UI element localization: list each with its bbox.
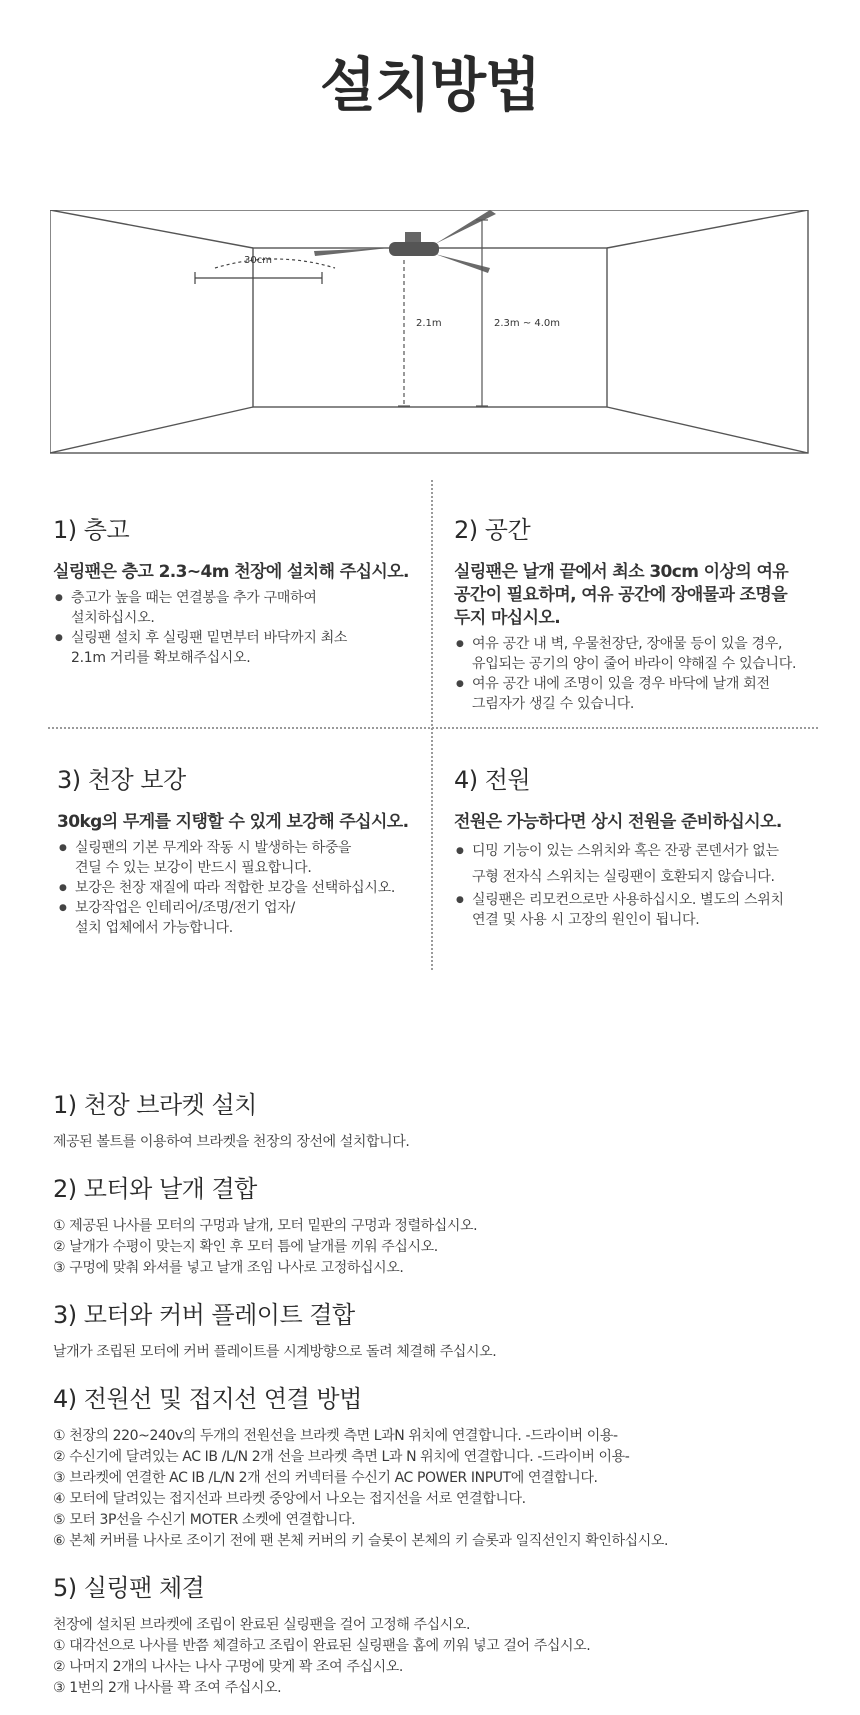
section-bullets xyxy=(57,838,427,938)
section-power xyxy=(454,760,854,930)
step-fan-mount xyxy=(53,1568,833,1699)
section-bullets xyxy=(454,838,854,930)
step-line: 천장에 설치된 브라켓에 조립이 완료된 실링팬을 걸어 고정해 주십시오. xyxy=(53,1617,471,1633)
bullet-item: ● 디밍 기능이 있는 스위치와 혹은 잔광 콘덴서가 없는 구형 전자식 스위치는 실링팬이 호환되지 않습니다. xyxy=(454,838,854,890)
section-heading: 3) 천장 보강 xyxy=(57,766,186,794)
step-line: ① 대각선으로 나사를 반쯤 체결하고 조립이 완료된 실링팬을 홈에 끼워 넣고 걸어 주십시오. xyxy=(53,1638,591,1654)
step-line: ⑤ 모터 3P선을 수신기 MOTER 소켓에 연결합니다. xyxy=(53,1512,356,1528)
step-bracket xyxy=(53,1085,833,1153)
installation-diagram xyxy=(50,210,810,455)
bullet-item: ● 여유 공간 내에 조명이 있을 경우 바닥에 날개 회전 그림자가 생길 수 있습니다. xyxy=(454,674,854,714)
step-heading: 4) 전원선 및 접지선 연결 방법 xyxy=(53,1385,362,1413)
section-lead: 전원은 가능하다면 상시 전원을 준비하십시오. xyxy=(454,812,782,832)
min-height-marker xyxy=(398,260,410,406)
bullet-item: ● 층고가 높을 때는 연결봉을 추가 구매하여 설치하십시오. xyxy=(53,588,423,628)
step-line: ② 나머지 2개의 나사는 나사 구멍에 맞게 꽉 조여 주십시오. xyxy=(53,1659,403,1675)
section-lead: 실링팬은 층고 2.3~4m 천장에 설치해 주십시오. xyxy=(53,562,409,582)
step-line: ② 날개가 수평이 맞는지 확인 후 모터 틈에 날개를 끼워 주십시오. xyxy=(53,1239,438,1255)
section-bullets xyxy=(454,634,854,714)
horizontal-divider xyxy=(48,727,818,729)
bullet-item: ● 실링팬 설치 후 실링팬 밑면부터 바닥까지 최소 2.1m 거리를 확보해주십시오. xyxy=(53,628,423,668)
section-heading: 1) 층고 xyxy=(53,516,130,544)
step-motor-blade xyxy=(53,1169,833,1279)
step-line: ④ 모터에 달려있는 접지선과 브라켓 중앙에서 나오는 접지선을 서로 연결합니다. xyxy=(53,1491,526,1507)
step-line: ⑥ 본체 커버를 나사로 조이기 전에 팬 본체 커버의 키 슬롯이 본체의 키 슬롯과 일직선인지 확인하십시오. xyxy=(53,1533,669,1549)
install-steps xyxy=(53,1085,833,1715)
page-title: 설치방법 xyxy=(319,51,541,119)
step-line: ① 제공된 나사를 모터의 구멍과 날개, 모터 밑판의 구멍과 정렬하십시오. xyxy=(53,1218,478,1234)
section-heading: 4) 전원 xyxy=(454,766,531,794)
min-height-label: 2.1m xyxy=(416,318,442,329)
ceiling-height-label: 2.3m ~ 4.0m xyxy=(494,318,561,329)
step-line: ② 수신기에 달려있는 AC IB /L/N 2개 선을 브라켓 측면 L과 N 위치에 연결합니다. -드라이버 이용- xyxy=(53,1449,630,1465)
bullet-item: ● 보강작업은 인테리어/조명/전기 업자/ 설치 업체에서 가능합니다. xyxy=(57,898,427,938)
step-heading: 1) 천장 브라켓 설치 xyxy=(53,1091,257,1119)
bullet-item: ● 실링팬은 리모컨으로만 사용하십시오. 별도의 스위치 연결 및 사용 시 고장의 원인이 됩니다. xyxy=(454,890,854,930)
step-line: ③ 1번의 2개 나사를 꽉 조여 주십시오. xyxy=(53,1680,282,1696)
section-ceiling-reinforce xyxy=(57,760,427,938)
step-line: 날개가 조립된 모터에 커버 플레이트를 시계방향으로 돌려 체결해 주십시오. xyxy=(53,1344,497,1360)
step-line: ③ 구멍에 맞춰 와셔를 넣고 날개 조임 나사로 고정하십시오. xyxy=(53,1260,404,1276)
section-lead: 30kg의 무게를 지탱할 수 있게 보강해 주십시오. xyxy=(57,812,409,832)
step-line: 제공된 볼트를 이용하여 브라켓을 천장의 장선에 설치합니다. xyxy=(53,1134,410,1150)
step-line: ① 천장의 220~240v의 두개의 전원선을 브라켓 측면 L과N 위치에 연결합니다. -드라이버 이용- xyxy=(53,1428,618,1444)
section-ceiling-height xyxy=(53,510,423,668)
bullet-item: ● 여유 공간 내 벽, 우물천장단, 장애물 등이 있을 경우, 유입되는 공기의 양이 줄어 바라이 약해질 수 있습니다. xyxy=(454,634,854,674)
step-line: ③ 브라켓에 연결한 AC IB /L/N 2개 선의 커넥터를 수신기 AC POWER INPUT에 연결합니다. xyxy=(53,1470,598,1486)
ceiling-fan-icon xyxy=(314,210,496,273)
section-space xyxy=(454,510,854,714)
bullet-item: ● 실링팬의 기본 무게와 작동 시 발생하는 하중을 견딜 수 있는 보강이 반드시 필요합니다. xyxy=(57,838,427,878)
step-heading: 2) 모터와 날개 결합 xyxy=(53,1175,257,1203)
vertical-divider xyxy=(431,480,433,970)
step-wiring xyxy=(53,1379,833,1552)
section-heading: 2) 공간 xyxy=(454,516,531,544)
step-cover-plate xyxy=(53,1295,833,1363)
clearance-label: 30cm xyxy=(244,255,272,266)
step-heading: 5) 실링팬 체결 xyxy=(53,1574,205,1602)
bullet-item: ● 보강은 천장 재질에 따라 적합한 보강을 선택하십시오. xyxy=(57,878,427,898)
section-lead: 실링팬은 날개 끝에서 최소 30cm 이상의 여유 공간이 필요하며, 여유 공간에 장애물과 조명을 두지 마십시오. xyxy=(454,562,789,628)
section-bullets xyxy=(53,588,423,668)
step-heading: 3) 모터와 커버 플레이트 결합 xyxy=(53,1301,355,1329)
